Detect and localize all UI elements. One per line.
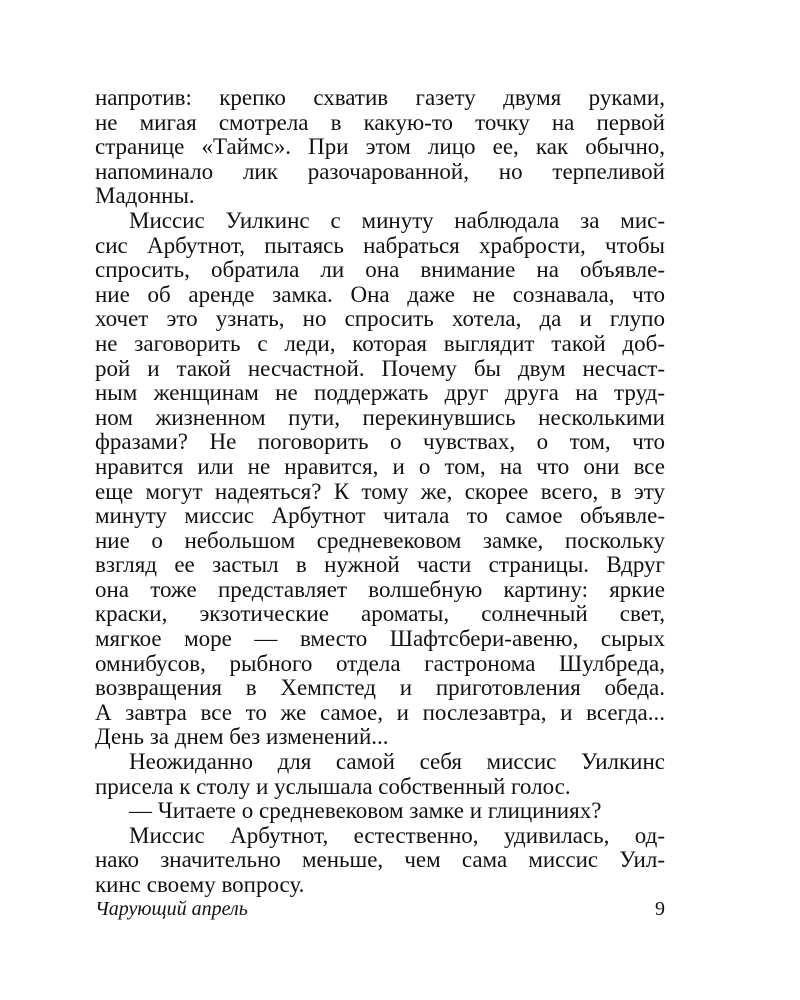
text-line: — Читаете о средневековом замке и глициниях? [129, 798, 602, 824]
text-line: минуту миссис Арбутнот читала то самое объявле- [95, 503, 665, 529]
text-line: фразами? Не поговорить о чувствах, о том, что [95, 429, 665, 455]
text-line: странице «Таймс». При этом лицо ее, как обычно, [95, 134, 665, 160]
text-line: взгляд ее застыл в нужной части страницы. Вдруг [95, 552, 665, 578]
text-line: напоминало лик разочарованной, но терпеливой [95, 158, 665, 184]
text-line: А завтра все то же самое, и послезавтра, и всегда... [95, 699, 665, 725]
text-line: не заговорить с леди, которая выглядит такой доб- [95, 330, 665, 356]
text-line: кинс своему вопросу. [95, 872, 305, 897]
paragraph [95, 824, 665, 898]
text-line: сис Арбутнот, пытаясь набраться храбрости, чтобы [95, 232, 665, 258]
text-line: мягкое море — вместо Шафтсбери-авеню, сырых [95, 626, 665, 652]
text-line: рой и такой несчастной. Почему бы двум несчаст- [95, 355, 665, 381]
text-line: ние о небольшом средневековом замке, поскольку [95, 527, 665, 553]
text-line: омнибусов, рыбного отдела гастронома Шулбреда, [95, 650, 665, 676]
text-line: Миссис Арбутнот, естественно, удивилась, од- [129, 822, 665, 848]
text-line: Миссис Уилкинс с минуту наблюдала за мис- [129, 207, 665, 233]
paragraph [95, 750, 665, 799]
text-line: нако значительно меньше, чем сама миссис Уил- [95, 847, 665, 873]
text-line: ном жизненном пути, перекинувшись несколькими [95, 404, 665, 430]
text-line: присела к столу и услышала собственный голос. [95, 773, 571, 799]
text-line: краски, экзотические ароматы, солнечный свет, [95, 601, 665, 627]
text-line: еще могут надеяться? К тому же, скорее всего, в эту [95, 478, 665, 504]
paragraph [95, 799, 665, 824]
text-line: спросить, обратила ли она внимание на объявле- [95, 257, 665, 283]
paragraph [95, 209, 665, 750]
text-line: Неожиданно для самой себя миссис Уилкинс [129, 749, 665, 775]
paragraph [95, 86, 665, 209]
running-title: Чарующий апрель [95, 898, 248, 920]
text-line: возвращения в Хемпстед и приготовления обеда. [95, 675, 665, 701]
text-line: нравится или не нравится, и о том, на что они все [95, 453, 665, 479]
page-number: 9 [655, 898, 665, 920]
body-text [95, 86, 665, 898]
text-line: она тоже представляет волшебную картину: яркие [95, 576, 665, 602]
text-line: ным женщинам не поддержать друг друга на труд- [95, 380, 665, 406]
text-line: напротив: крепко схватив газету двумя руками, [95, 85, 665, 110]
text-line: ние об аренде замка. Она даже не сознавала, что [95, 281, 665, 307]
text-line: хочет это узнать, но спросить хотела, да и глупо [95, 306, 665, 332]
text-line: не мигая смотрела в какую-то точку на первой [95, 109, 665, 135]
text-line: Мадонны. [95, 183, 195, 209]
text-line: День за днем без изменений... [95, 724, 389, 750]
